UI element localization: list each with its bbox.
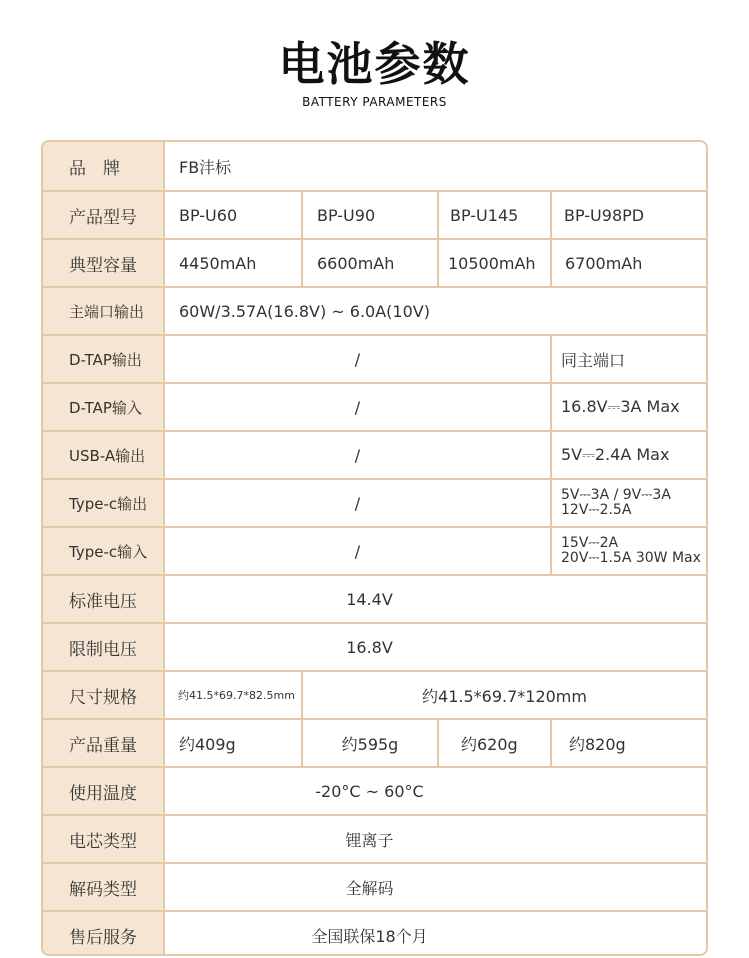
row-label: USB-A输出 — [43, 432, 165, 478]
weight-value-2: 约595g — [301, 720, 437, 766]
typec-output-pd-value — [550, 480, 706, 526]
typec-input-value: / — [354, 541, 361, 561]
parameter-table — [41, 140, 708, 956]
row-label: 电芯类型 — [43, 816, 165, 862]
row-label: Type-c输出 — [43, 480, 165, 526]
main-output-value: 60W/3.57A(16.8V) ~ 6.0A(10V) — [179, 301, 430, 321]
service-value: 全国联保18个月 — [311, 926, 428, 946]
typec-output-line-2: 12V⎓2.5A — [561, 502, 632, 518]
dtap-input-value: / — [354, 397, 361, 417]
temperature-value: -20°C ~ 60°C — [315, 781, 424, 801]
row-label: 产品型号 — [43, 192, 165, 238]
dtap-input-pd-value: 16.8V⎓3A Max — [550, 384, 706, 430]
cell-type-value: 锂离子 — [345, 830, 394, 850]
capacity-value-1: 4450mAh — [179, 253, 257, 273]
model-value-4: BP-U98PD — [550, 192, 706, 238]
typec-input-pd-value — [550, 528, 706, 574]
row-label: D-TAP输出 — [43, 336, 165, 382]
table-row-capacity — [43, 238, 706, 286]
typec-output-line-1: 5V⎓3A / 9V⎓3A — [561, 487, 671, 503]
model-value-3: BP-U145 — [437, 192, 550, 238]
table-row-dtap-output — [43, 334, 706, 382]
row-label: 解码类型 — [43, 864, 165, 910]
page-subtitle: BATTERY PARAMETERS — [302, 95, 447, 109]
capacity-value-3: 10500mAh — [437, 240, 550, 286]
row-label: 品 牌 — [43, 142, 165, 190]
weight-value-1: 约409g — [179, 734, 236, 754]
typec-input-line-1: 15V⎓2A — [561, 535, 619, 551]
table-row-limit-voltage — [43, 622, 706, 670]
table-row-weight — [43, 718, 706, 766]
table-row-model — [43, 190, 706, 238]
usba-output-value: / — [354, 445, 361, 465]
table-row-temperature — [43, 766, 706, 814]
table-row-decode — [43, 862, 706, 910]
capacity-value-4: 6700mAh — [550, 240, 706, 286]
row-label: 售后服务 — [43, 912, 165, 956]
row-label: 限制电压 — [43, 624, 165, 670]
size-value-rest: 约41.5*69.7*120mm — [301, 672, 706, 718]
size-value-1: 约41.5*69.7*82.5mm — [178, 689, 295, 702]
table-row-dtap-input — [43, 382, 706, 430]
table-row-brand — [43, 142, 706, 190]
decode-value: 全解码 — [345, 878, 394, 898]
typec-input-line-2: 20V⎓1.5A 30W Max — [561, 550, 701, 566]
std-voltage-value: 14.4V — [346, 589, 393, 609]
capacity-value-2: 6600mAh — [301, 240, 437, 286]
row-label: 产品重量 — [43, 720, 165, 766]
table-row-typec-input — [43, 526, 706, 574]
typec-output-value: / — [354, 493, 361, 513]
weight-value-4: 约820g — [550, 720, 706, 766]
model-value-1: BP-U60 — [179, 205, 238, 225]
page-title: 电池参数 — [278, 37, 471, 91]
row-label: 典型容量 — [43, 240, 165, 286]
row-label: 主端口输出 — [43, 288, 165, 334]
weight-value-3: 约620g — [437, 720, 550, 766]
usba-output-pd-value: 5V⎓2.4A Max — [550, 432, 706, 478]
row-label: 使用温度 — [43, 768, 165, 814]
row-label: 标准电压 — [43, 576, 165, 622]
limit-voltage-value: 16.8V — [346, 637, 393, 657]
table-row-service — [43, 910, 706, 956]
model-value-2: BP-U90 — [301, 192, 437, 238]
table-row-main-output — [43, 286, 706, 334]
table-row-typec-output — [43, 478, 706, 526]
dtap-output-value: / — [354, 349, 361, 369]
dtap-output-pd-value: 同主端口 — [550, 336, 706, 382]
brand-value: FB沣标 — [179, 157, 232, 177]
row-label: D-TAP输入 — [43, 384, 165, 430]
table-row-size — [43, 670, 706, 718]
row-label: 尺寸规格 — [43, 672, 165, 718]
table-row-usba-output — [43, 430, 706, 478]
table-row-cell-type — [43, 814, 706, 862]
row-label: Type-c输入 — [43, 528, 165, 574]
table-row-std-voltage — [43, 574, 706, 622]
